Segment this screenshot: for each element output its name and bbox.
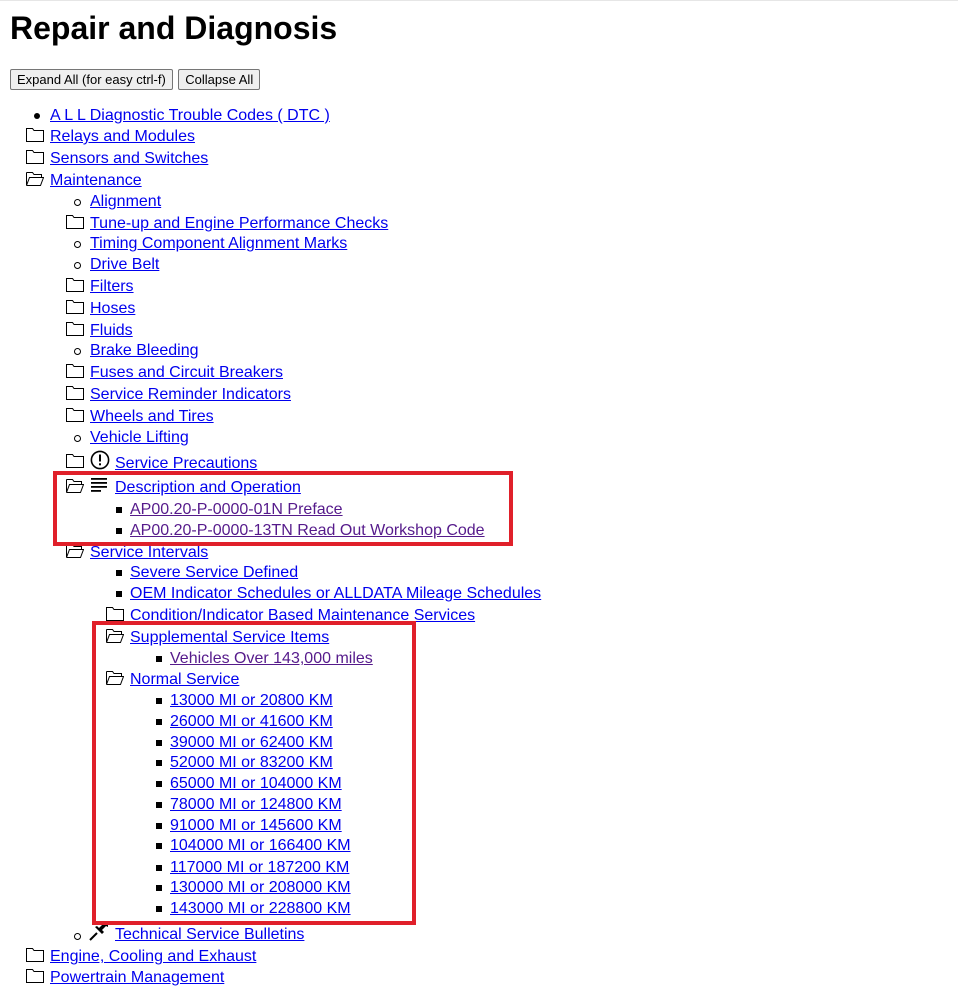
- link-normal-service[interactable]: Normal Service: [130, 671, 240, 688]
- folder-open-icon[interactable]: [26, 172, 44, 186]
- link-vehicles-over[interactable]: Vehicles Over 143,000 miles: [170, 650, 373, 667]
- link-supplemental[interactable]: Supplemental Service Items: [130, 629, 330, 646]
- link-tuneup[interactable]: Tune-up and Engine Performance Checks: [90, 215, 389, 232]
- folder-closed-icon[interactable]: [66, 386, 84, 400]
- folder-closed-icon[interactable]: [26, 150, 44, 164]
- link-fuses[interactable]: Fuses and Circuit Breakers: [90, 364, 283, 381]
- link-service-intervals[interactable]: Service Intervals: [90, 544, 209, 561]
- link-interval[interactable]: 13000 MI or 20800 KM: [170, 692, 333, 709]
- link-tsb[interactable]: Technical Service Bulletins: [115, 926, 305, 943]
- folder-open-icon[interactable]: [66, 544, 84, 558]
- link-preface[interactable]: AP00.20-P-0000-01N Preface: [130, 501, 343, 518]
- link-engine[interactable]: Engine, Cooling and Exhaust: [50, 948, 257, 965]
- link-drive-belt[interactable]: Drive Belt: [90, 256, 160, 273]
- link-interval[interactable]: 52000 MI or 83200 KM: [170, 754, 333, 771]
- highlight-box-description: [53, 471, 513, 546]
- folder-closed-icon[interactable]: [66, 278, 84, 292]
- collapse-all-button[interactable]: Collapse All: [178, 69, 260, 90]
- link-severe-service[interactable]: Severe Service Defined: [130, 564, 299, 581]
- disc-bullet: [34, 113, 40, 119]
- link-interval[interactable]: 78000 MI or 124800 KM: [170, 796, 342, 813]
- link-timing[interactable]: Timing Component Alignment Marks: [90, 235, 348, 252]
- link-alignment[interactable]: Alignment: [90, 193, 162, 210]
- square-bullet: [116, 591, 122, 597]
- link-interval[interactable]: 104000 MI or 166400 KM: [170, 837, 351, 854]
- highlight-box-service-items: [92, 621, 416, 925]
- link-maintenance[interactable]: Maintenance: [50, 172, 142, 189]
- folder-closed-icon[interactable]: [26, 128, 44, 142]
- square-bullet: [116, 570, 122, 576]
- circle-bullet: [74, 241, 81, 248]
- link-hoses[interactable]: Hoses: [90, 300, 136, 317]
- folder-closed-icon[interactable]: [26, 969, 44, 983]
- circle-bullet: [74, 435, 81, 442]
- link-interval[interactable]: 143000 MI or 228800 KM: [170, 900, 351, 917]
- link-powertrain[interactable]: Powertrain Management: [50, 969, 225, 986]
- link-dtc[interactable]: A L L Diagnostic Trouble Codes ( DTC ): [50, 107, 330, 124]
- link-service-precautions[interactable]: Service Precautions: [115, 455, 258, 472]
- toolbar: [10, 69, 261, 90]
- folder-closed-icon[interactable]: [26, 948, 44, 962]
- circle-bullet: [74, 348, 81, 355]
- circle-bullet: [74, 262, 81, 269]
- link-vehicle-lifting[interactable]: Vehicle Lifting: [90, 429, 189, 446]
- folder-closed-icon[interactable]: [66, 300, 84, 314]
- link-interval[interactable]: 91000 MI or 145600 KM: [170, 817, 342, 834]
- link-interval[interactable]: 130000 MI or 208000 KM: [170, 879, 351, 896]
- link-wheels[interactable]: Wheels and Tires: [90, 408, 214, 425]
- link-workshop-code[interactable]: AP00.20-P-0000-13TN Read Out Workshop Code: [130, 522, 485, 539]
- link-description-operation[interactable]: Description and Operation: [115, 479, 301, 496]
- link-service-reminder[interactable]: Service Reminder Indicators: [90, 386, 291, 403]
- folder-closed-icon[interactable]: [106, 607, 124, 621]
- top-border: [0, 0, 958, 1]
- circle-bullet: [74, 199, 81, 206]
- link-sensors[interactable]: Sensors and Switches: [50, 150, 209, 167]
- expand-all-button[interactable]: Expand All (for easy ctrl-f): [10, 69, 173, 90]
- link-relays[interactable]: Relays and Modules: [50, 128, 195, 145]
- folder-closed-icon[interactable]: [66, 322, 84, 336]
- link-interval[interactable]: 26000 MI or 41600 KM: [170, 713, 333, 730]
- link-condition-based[interactable]: Condition/Indicator Based Maintenance Services: [130, 607, 476, 624]
- folder-closed-icon[interactable]: [66, 364, 84, 378]
- link-fluids[interactable]: Fluids: [90, 322, 133, 339]
- link-interval[interactable]: 117000 MI or 187200 KM: [170, 859, 350, 876]
- circle-bullet: [74, 933, 81, 940]
- link-brake-bleeding[interactable]: Brake Bleeding: [90, 342, 199, 359]
- folder-closed-icon[interactable]: [66, 454, 84, 468]
- link-filters[interactable]: Filters: [90, 278, 134, 295]
- folder-closed-icon[interactable]: [66, 215, 84, 229]
- link-interval[interactable]: 39000 MI or 62400 KM: [170, 734, 333, 751]
- link-interval[interactable]: 65000 MI or 104000 KM: [170, 775, 342, 792]
- warning-circle-icon: [90, 450, 110, 470]
- link-oem-indicator[interactable]: OEM Indicator Schedules or ALLDATA Mileage Schedules: [130, 585, 542, 602]
- folder-closed-icon[interactable]: [66, 408, 84, 422]
- page-title: Repair and Diagnosis: [10, 10, 338, 46]
